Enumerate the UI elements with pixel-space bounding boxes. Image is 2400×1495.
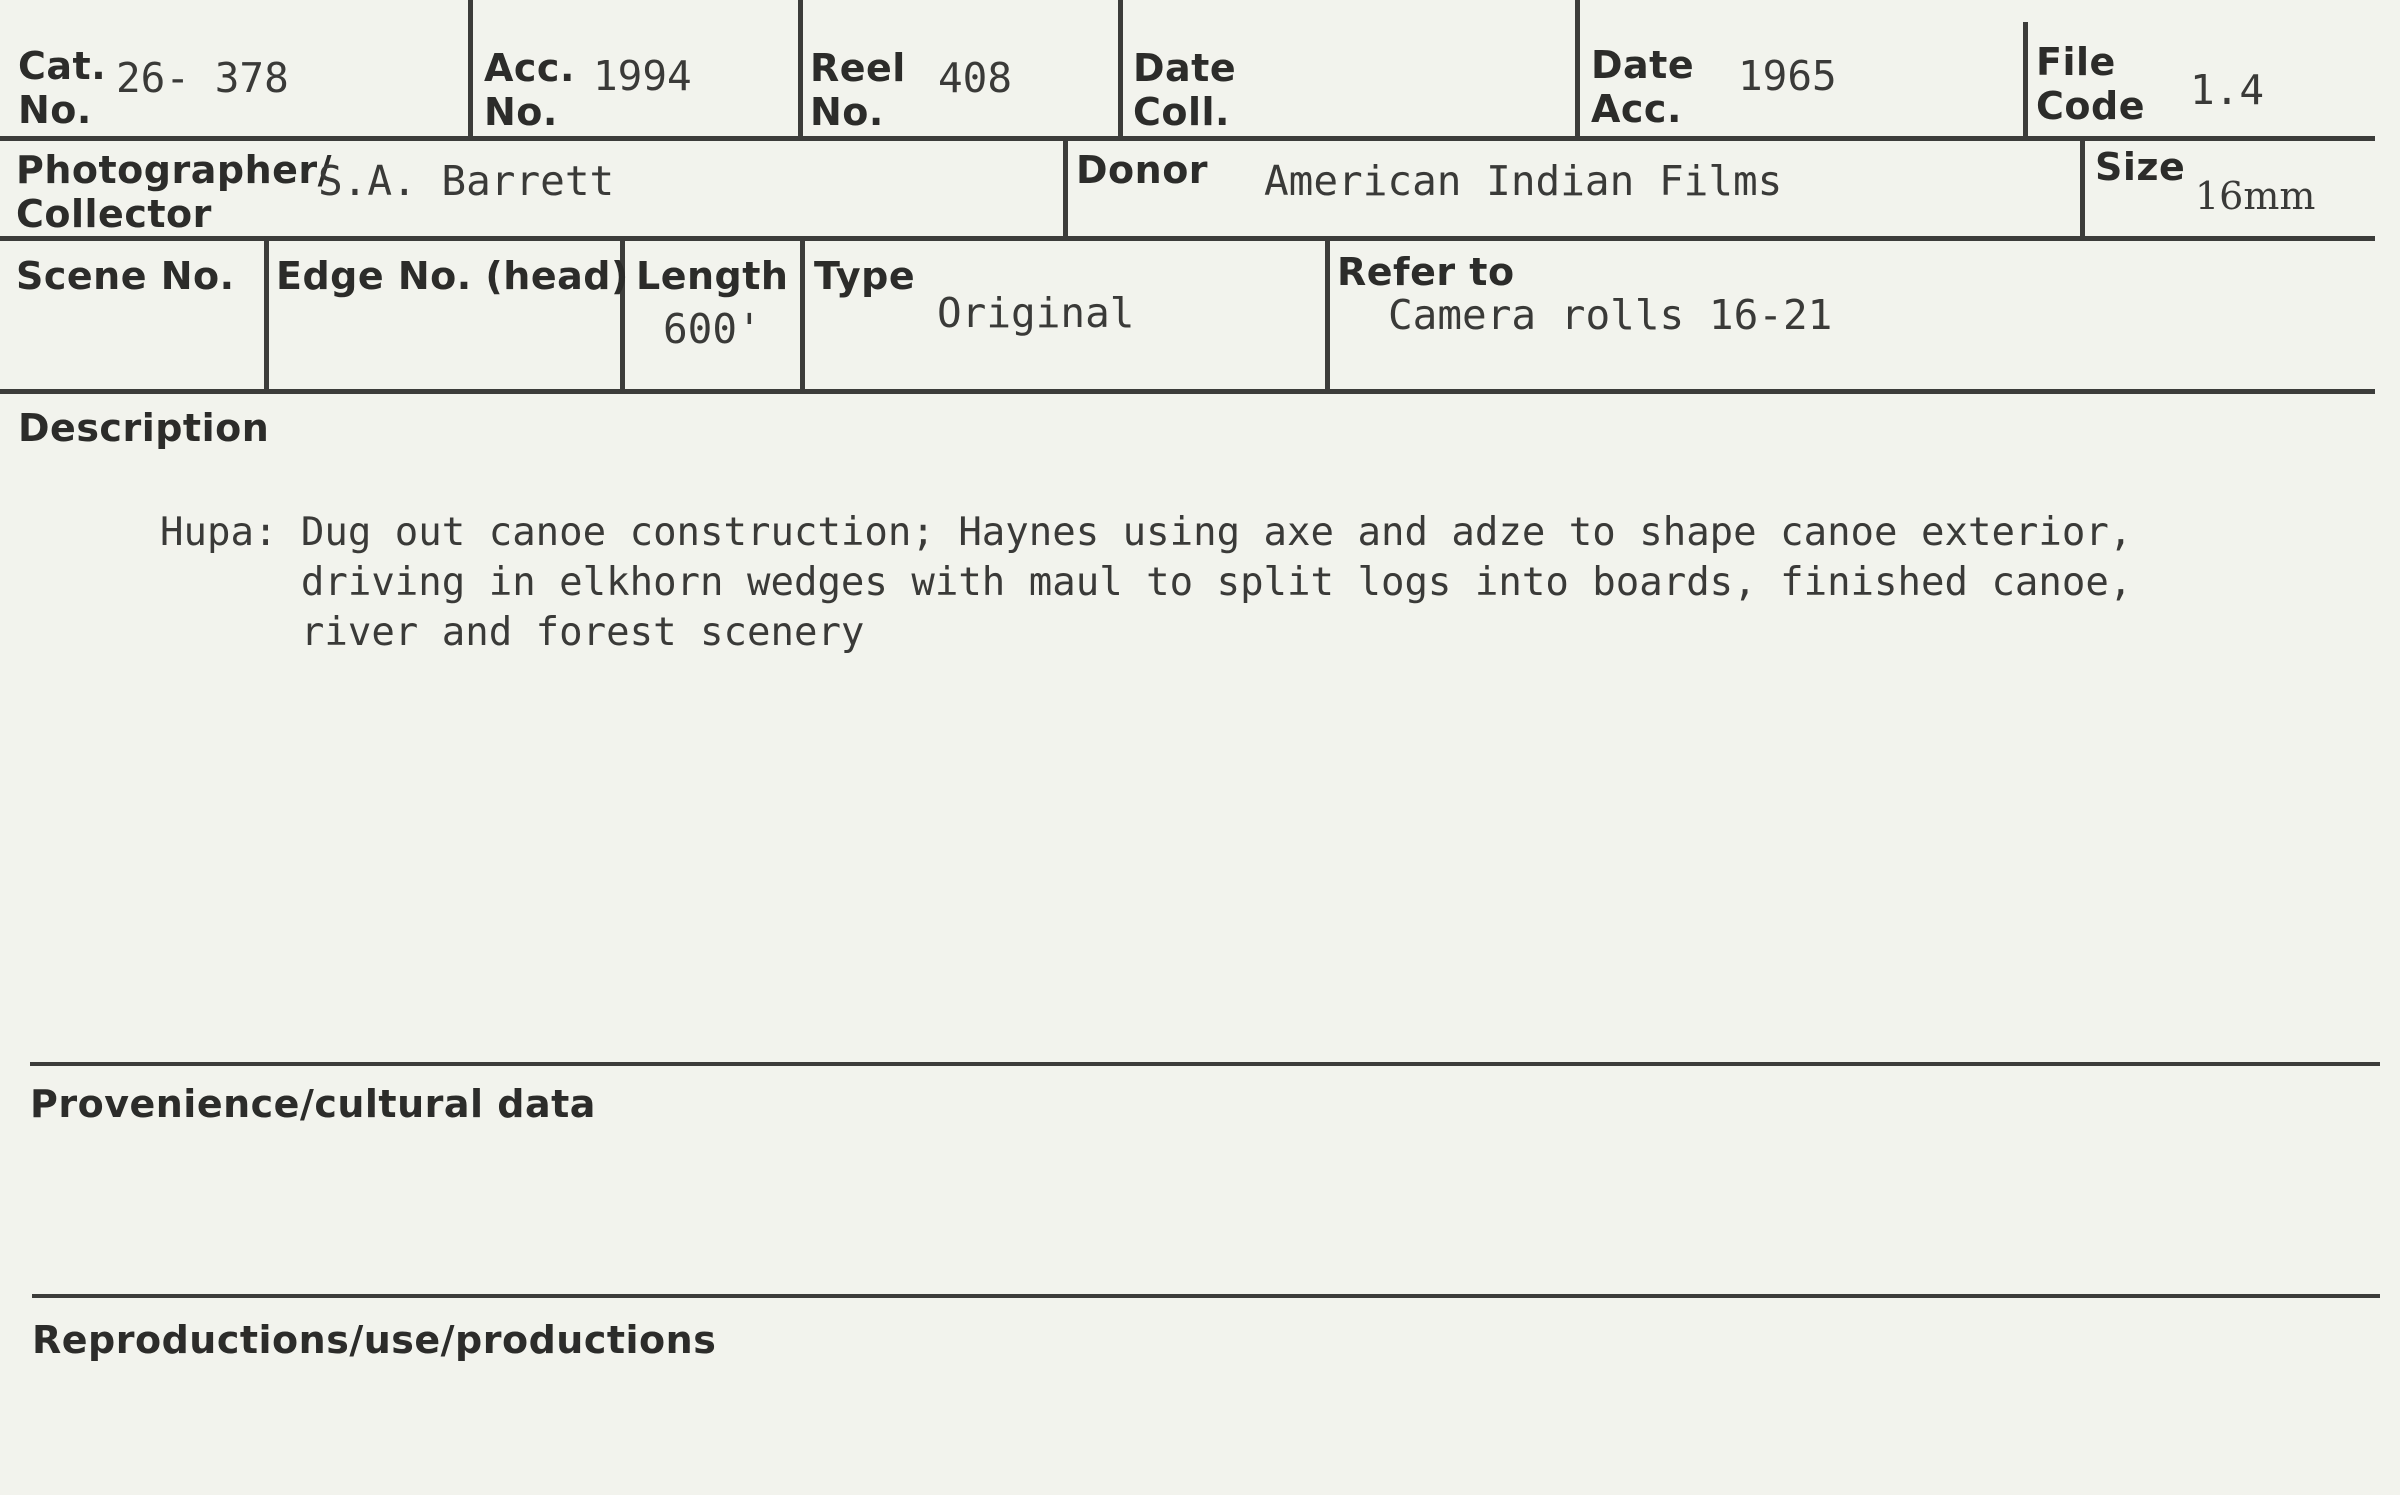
file-code-label bbox=[2036, 40, 2145, 128]
cat-value: 26- 378 bbox=[116, 54, 289, 102]
date-coll-label bbox=[1133, 46, 1236, 134]
photographer-label bbox=[16, 148, 332, 236]
photographer-label-top: Photographer/ bbox=[16, 148, 333, 192]
provenience-divider bbox=[30, 1062, 2380, 1066]
divider-dateacc-filecode bbox=[2023, 22, 2028, 138]
divider-acc-reel bbox=[798, 0, 803, 138]
refer-to-label: Refer to bbox=[1337, 250, 1515, 294]
date-coll-label-top: Date bbox=[1133, 46, 1237, 90]
file-code-value: 1.4 bbox=[2190, 66, 2265, 114]
donor-value: American Indian Films bbox=[1264, 157, 1783, 205]
photographer-value: S.A. Barrett bbox=[318, 157, 615, 205]
date-acc-label-bottom: Acc. bbox=[1591, 87, 1682, 131]
divider-type-referto bbox=[1325, 238, 1330, 391]
acc-label bbox=[484, 46, 575, 134]
refer-to-value: Camera rolls 16-21 bbox=[1388, 291, 1833, 339]
type-label: Type bbox=[814, 254, 916, 298]
row3-divider bbox=[0, 389, 2375, 394]
description-text: Hupa: Dug out canoe construction; Haynes using axe and adze to shape canoe exterior, driving in elkhorn wedges with maul to split logs into boards, finished canoe, river and forest scenery bbox=[160, 510, 2133, 655]
divider-donor-size bbox=[2080, 138, 2085, 238]
cat-label-top: Cat. bbox=[18, 44, 107, 88]
divider-reel-datecoll bbox=[1118, 0, 1123, 138]
divider-length-type bbox=[800, 238, 805, 391]
acc-label-top: Acc. bbox=[484, 46, 575, 90]
divider-cat-acc bbox=[468, 0, 473, 138]
reproductions-label: Reproductions/use/productions bbox=[32, 1318, 717, 1362]
reproductions-divider bbox=[32, 1294, 2380, 1298]
reel-label-bottom: No. bbox=[810, 90, 884, 134]
reel-label bbox=[810, 46, 906, 134]
date-acc-label bbox=[1591, 43, 1694, 131]
type-value: Original bbox=[937, 289, 1135, 337]
divider-datecoll-dateacc bbox=[1575, 0, 1580, 138]
file-code-label-bottom: Code bbox=[2036, 84, 2145, 128]
divider-photographer-donor bbox=[1063, 138, 1068, 238]
reel-value: 408 bbox=[938, 54, 1013, 102]
edge-no-label: Edge No. (head) bbox=[276, 254, 629, 298]
photographer-label-bottom: Collector bbox=[16, 192, 212, 236]
length-label: Length bbox=[636, 254, 789, 298]
row2-divider bbox=[0, 236, 2375, 241]
provenience-label: Provenience/cultural data bbox=[30, 1082, 596, 1126]
cat-label bbox=[18, 44, 106, 132]
cat-label-bottom: No. bbox=[18, 88, 92, 132]
date-coll-label-bottom: Coll. bbox=[1133, 90, 1230, 134]
divider-scene-edge bbox=[264, 238, 269, 391]
date-acc-label-top: Date bbox=[1591, 43, 1695, 87]
length-value: 600' bbox=[663, 305, 762, 353]
row1-divider bbox=[0, 136, 2375, 141]
size-label: Size bbox=[2095, 145, 2186, 189]
description-label: Description bbox=[18, 406, 270, 450]
reel-label-top: Reel bbox=[810, 46, 906, 90]
file-code-label-top: File bbox=[2036, 40, 2116, 84]
acc-label-bottom: No. bbox=[484, 90, 558, 134]
date-acc-value: 1965 bbox=[1738, 52, 1837, 100]
donor-label: Donor bbox=[1076, 148, 1209, 192]
size-value: 16mm bbox=[2195, 174, 2316, 218]
scene-no-label: Scene No. bbox=[16, 254, 235, 298]
acc-value: 1994 bbox=[593, 52, 692, 100]
